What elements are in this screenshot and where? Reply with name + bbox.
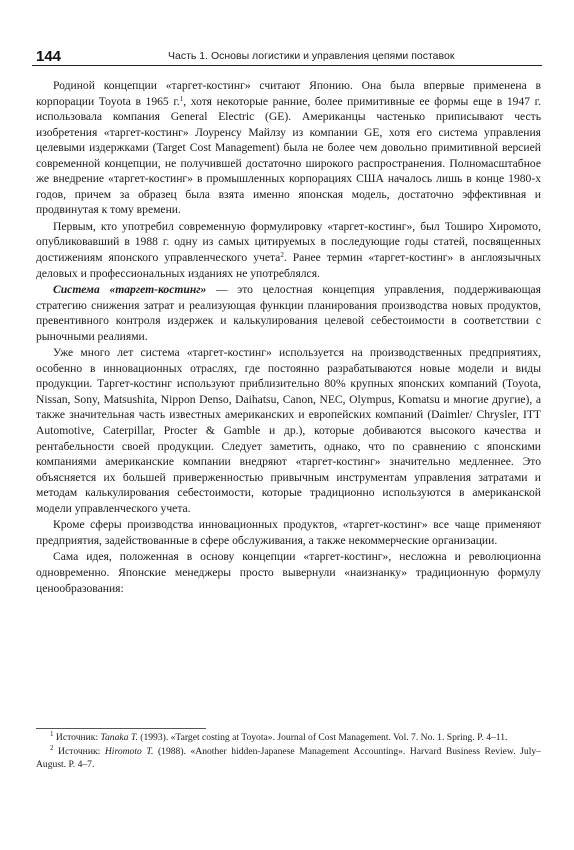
footnotes [36,731,541,772]
footnote-ref-1: 1 [179,94,184,103]
footnote-2-number: 2 [50,743,54,752]
definition-text: — это целостная концепция управления, поддерживающая стратегию снижения затрат и реализующая функции планирования производства новых продуктов, превентивного контроля издержек и калькулирования целевой себестоимости в соответствии с рыночными реалиями. [36,283,541,343]
paragraph-4: Уже много лет система «таргет-костинг» используется на производственных предприятиях, особенно в инновационных отраслях, где постоянно разрабатываются новые модели и виды продукции. Таргет-костинг используют приблизительно 80% крупных японских компаний (Toyota, Nissan, Sony, Matsushita, Nippon Denso, Daihatsu, Canon, NEC, Olympus, Komatsu и многие другие), а также значительная часть известных американских и европейских компаний (Daimler/ Chrysler, ITT Automotive, Caterpillar, Procter & Gamble и др.), которые добиваются высокого качества и рентабельности своей продукции. Следует заметить, однако, что по сравнению с японскими компаниями американские компании внедряют «таргет-костинг» значительно медленнее. Это объясняется их большей приверженностью привычным инструментам управления затратами и методам калькулирования себестоимости, которые традиционно используются в американской модели управленческого учета. [36,346,541,515]
footnote-1 [36,731,541,745]
footnote-rule [36,728,206,729]
page-number: 144 [36,48,62,65]
paragraph-5: Кроме сферы производства инновационных продуктов, «таргет-костинг» все чаще применяют предприятия, задействованные в сфере обслуживания, а также некоммерческие организации. [36,518,541,547]
paragraph-1-cont: , хотя некоторые ранние, более примитивные ее формы еще в 1947 г. использовала компания General Electric (GE). Американцы частенько приписывают честь изобретения «таргет-костинг» Лоуренсу Майлзу из компании GE, хотя его система управления целевыми издержками (Target Cost Management) была не более чем довольно примитивной версией современной концепции, не получившей достаточно широкого распространения. Полномасштабное же внедрение «таргет-костинг» в промышленных корпорациях США началось лишь в конце 1980-х годов, причем за образец была взята именно японская модель, достаточно эффективная и продвинутая к тому времени. [36,94,542,217]
paragraph-1-start: Родиной концепции «таргет-костинг» считают Японию. Она была впервые применена в корпорации Toyota в 1965 г. [36,79,541,108]
footnote-1-number: 1 [50,730,54,738]
definition-term: Система «таргет-костинг» [53,283,207,297]
paragraph-1 [36,78,541,218]
footnote-1-author: Tanaka T. [100,732,138,743]
paragraph-6: Сама идея, положенная в основу концепции «таргет-костинг», несложна и революционна одновременно. Японские менеджеры просто вывернули «наизнанку» традиционную формулу ценообразования: [36,550,541,595]
paragraph-2 [36,219,541,281]
paragraph-2-cont: . Ранее термин «таргет-костинг» в англоязычных деловых и профессиональных изданиях не употреблялся. [36,251,541,280]
paragraph-3 [36,282,541,344]
footnote-1-text: (1993). «Target costing at Toyota». Journal of Cost Management. Vol. 7. No. 1. Spring. P. 4–11. [137,732,508,743]
page-header [32,42,542,66]
footnote-2-text: (1988). «Another hidden-Japanese Management Accounting». Harvard Business Review. July–August. P. 4–7. [36,745,541,770]
running-head: Часть 1. Основы логистики и управления цепями поставок [168,50,455,62]
body-text [36,78,541,596]
header-rule [32,65,542,66]
footnote-ref-2: 2 [280,251,284,260]
footnote-1-lead: Источник: [53,732,101,743]
footnote-2-author: Hiromoto T. [104,745,154,757]
footnote-2 [36,745,541,772]
paragraph-2-start: Первым, кто употребил современную формулировку «таргет-костинг», был Тоширо Хиромото, опубликовавший в 1988 г. одну из самых цитируемых в последующие годы статей, посвященных достижениям японского управленческого учета [36,219,541,265]
footnote-2-lead: Источник: [53,745,105,757]
